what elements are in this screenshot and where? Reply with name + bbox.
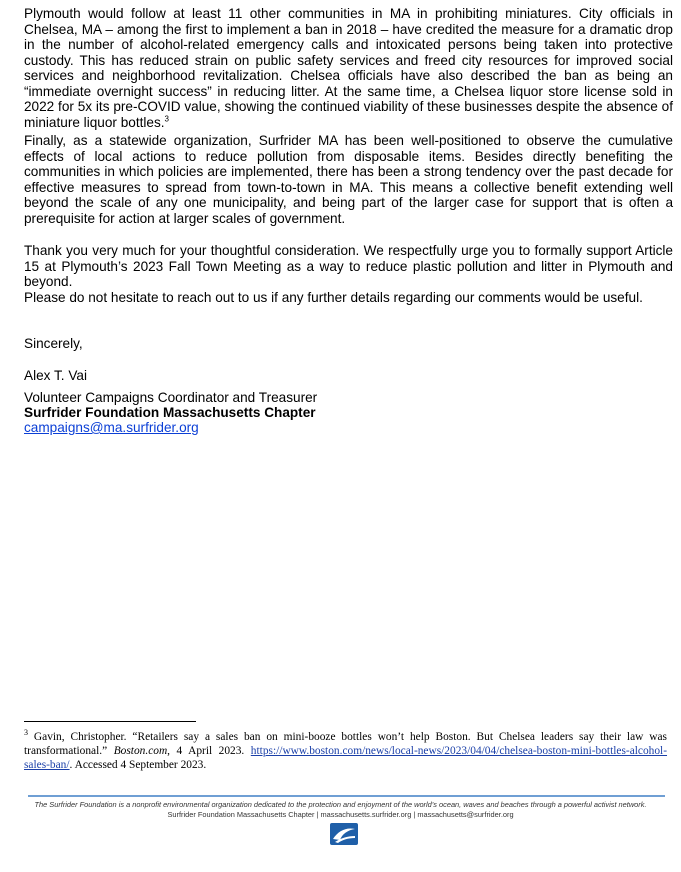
footer-tagline: The Surfrider Foundation is a nonprofit environmental organization dedicated to the protection and enjoyment of the world’s ocean, waves and beaches through a powerful activist network.	[34, 800, 647, 809]
paragraph-statewide: Finally, as a statewide organization, Surfrider MA has been well-positioned to observe the cumulative effects of local actions to reduce pollution from disposable items. Besides directly benefiting the communities in which policies are implemented, there has been a strong tendency over the past decade for effective measures to spread from town-to-town in MA. This means a collective benefit extending well beyond the scale of any one municipality, and being part of the larger case for support that is often a prerequisite for action at larger scales of government.	[24, 133, 673, 226]
surfrider-wave-logo-icon	[330, 823, 358, 845]
footer-divider	[28, 795, 665, 797]
signer-email-line	[24, 420, 199, 436]
footnote-number: 3	[24, 728, 28, 738]
footnote-ref[interactable]: 3	[164, 113, 169, 123]
footer-contact: Surfrider Foundation Massachusetts Chapter | massachusetts.surfrider.org | massachusetts@surfrider.org	[167, 810, 514, 819]
closing: Sincerely,	[24, 336, 83, 351]
signer-organization: Surfrider Foundation Massachusetts Chapter	[24, 405, 316, 420]
footnote-divider	[24, 721, 196, 722]
paragraph-chelsea-precedent: Plymouth would follow at least 11 other communities in MA in prohibiting miniatures. City officials in Chelsea, MA – among the first to implement a ban in 2018 – have credited the measure for a dramatic drop in the number of alcohol-related emergency calls and intoxicated persons being taken into protective custody. This has reduced strain on public safety services and freed city resources for improved social services and neighborhood revitalization. Chelsea officials have also described the ban as being an “immediate overnight success” in reducing litter. At the same time, a Chelsea liquor store license sold in 2022 for 5x its pre-COVID value, showing the continued viability of these businesses despite the absence of miniature liquor bottles.$^3$	[24, 6, 673, 130]
paragraph-thanks: Thank you very much for your thoughtful consideration. We respectfully urge you to formally support Article 15 at Plymouth’s 2023 Fall Town Meeting as a way to reduce plastic pollution and litter in Plymouth and beyond.	[24, 243, 673, 289]
signer-email-link[interactable]: campaigns@ma.surfrider.org	[24, 420, 199, 435]
footnote-url-link[interactable]: https://www.boston.com/news/local-news/2023/04/04/chelsea-boston-mini-bottles-alcohol-sales-ban/	[24, 745, 668, 772]
signer-name: Alex T. Vai	[24, 368, 87, 383]
signer-title: Volunteer Campaigns Coordinator and Treasurer	[24, 390, 318, 405]
footnote-source: Boston.com	[113, 745, 168, 758]
paragraph-contact-offer: Please do not hesitate to reach out to us if any further details regarding our comments would be useful.	[24, 290, 643, 305]
footnote: $^3$ Gavin, Christopher. “Retailers say a sales ban on mini-booze bottles won’t help Boston. But Chelsea leaders say their law was transformational.” Boston.com, 4 April 2023. https://www.boston.com/news/local-news/2023/04/04/chelsea-boston-mini-bottles-alcohol-sales-ban/. Accessed 4 September 2023.	[24, 728, 668, 772]
